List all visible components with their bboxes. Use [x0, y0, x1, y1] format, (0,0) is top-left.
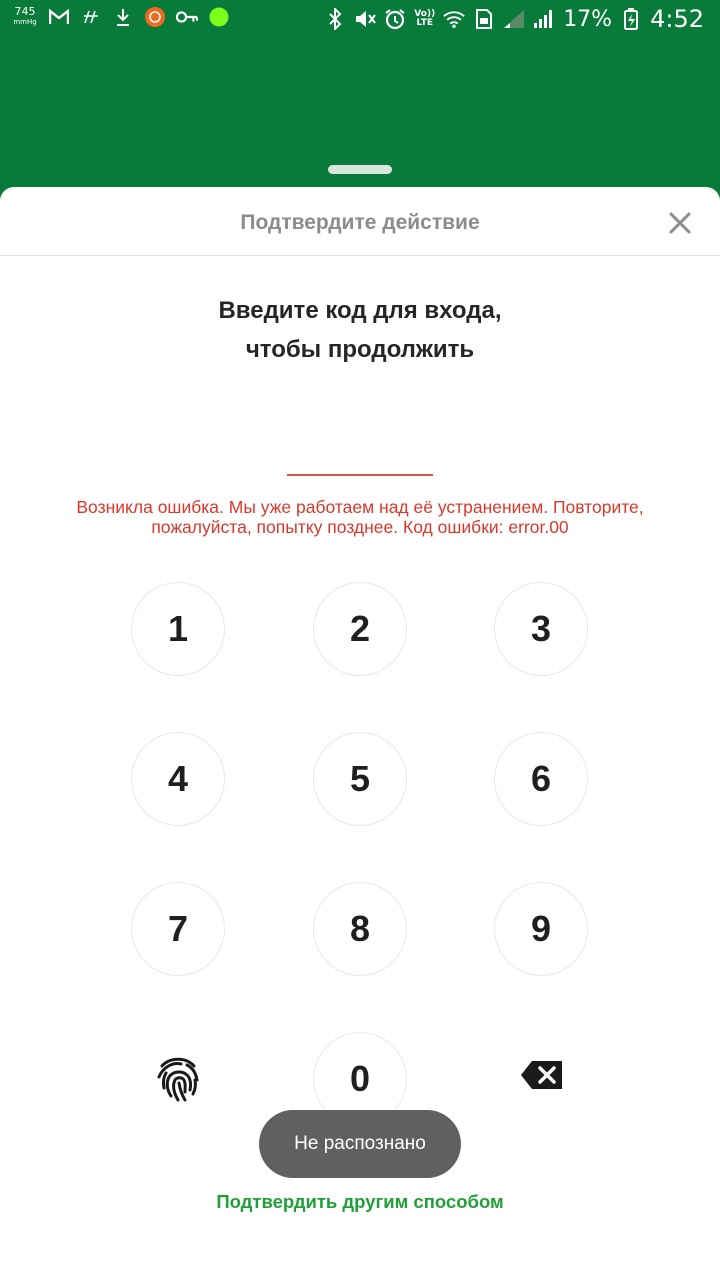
status-bar-right	[324, 4, 704, 34]
sync-icon	[80, 6, 102, 28]
backspace-icon	[520, 1059, 564, 1091]
wifi-icon	[443, 8, 465, 30]
key-0[interactable]: 0	[313, 1032, 407, 1126]
download-icon	[112, 6, 134, 28]
mute-icon	[354, 8, 376, 30]
gmail-icon	[48, 6, 70, 28]
sheet-title: Подтвердите действие	[240, 211, 480, 234]
confirm-sheet	[0, 187, 720, 1280]
volte-bottom: LTE	[416, 18, 434, 28]
pin-prompt-line1: Введите код для входа,	[218, 297, 502, 324]
sim-card-icon	[473, 8, 495, 30]
key-8[interactable]: 8	[313, 882, 407, 976]
pin-prompt-line2: чтобы продолжить	[245, 336, 475, 363]
volte-top: Vo))	[414, 9, 436, 19]
pin-prompt	[0, 291, 720, 369]
key-3[interactable]: 3	[494, 582, 588, 676]
battery-charging-icon	[620, 8, 642, 30]
green-dot-icon	[208, 6, 230, 28]
app-notification-icon	[144, 6, 166, 28]
close-button[interactable]	[664, 207, 696, 239]
signal-icon	[533, 8, 555, 30]
sheet-drag-handle[interactable]	[328, 165, 392, 174]
pressure-indicator	[12, 7, 38, 27]
key-2[interactable]: 2	[313, 582, 407, 676]
signal-weak-icon	[503, 8, 525, 30]
pin-input-underline[interactable]	[287, 474, 433, 476]
key-7[interactable]: 7	[131, 882, 225, 976]
fingerprint-icon	[154, 1052, 202, 1104]
key-6[interactable]: 6	[494, 732, 588, 826]
fingerprint-button[interactable]	[154, 1052, 202, 1104]
backspace-button[interactable]	[520, 1059, 564, 1091]
pressure-unit: mmHg	[13, 18, 37, 26]
volte-indicator	[414, 10, 435, 28]
key-1[interactable]: 1	[131, 582, 225, 676]
key-9[interactable]: 9	[494, 882, 588, 976]
vpn-key-icon	[176, 6, 198, 28]
toast-not-recognized: Не распознано	[259, 1110, 461, 1178]
status-bar-left	[12, 6, 230, 28]
error-message: Возникла ошибка. Мы уже работаем над её устранением. Повторите, пожалуйста, попытку позднее. Код ошибки: error.00	[76, 497, 644, 537]
bluetooth-icon	[324, 8, 346, 30]
clock: 4:52	[650, 5, 704, 33]
sheet-header	[0, 187, 720, 256]
alarm-icon	[384, 8, 406, 30]
key-5[interactable]: 5	[313, 732, 407, 826]
confirm-other-way-link[interactable]: Подтвердить другим способом	[216, 1191, 504, 1212]
key-4[interactable]: 4	[131, 732, 225, 826]
battery-percent: 17%	[563, 6, 613, 32]
close-icon	[664, 207, 696, 239]
pressure-value: 745	[14, 5, 36, 18]
status-bar	[0, 0, 720, 40]
